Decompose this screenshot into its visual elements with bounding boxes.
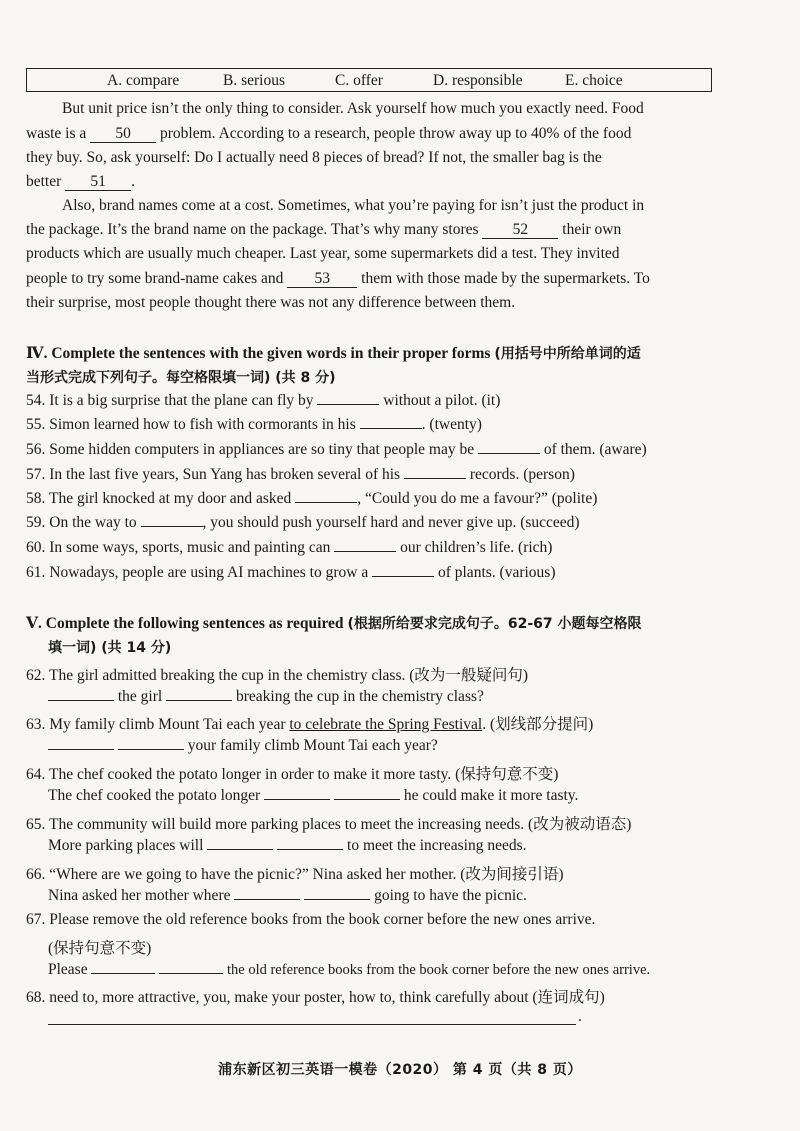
- question-55: [26, 416, 482, 434]
- option-c: C. offer: [335, 72, 383, 89]
- question-68: 68. need to, more attractive, you, make your poster, how to, think carefully about (连词成句): [26, 989, 605, 1006]
- passage-text: waste is a: [26, 125, 91, 142]
- passage-text: better: [26, 173, 66, 190]
- question-57: [26, 466, 575, 484]
- answer-blank[interactable]: [295, 502, 357, 503]
- question-56: [26, 441, 647, 459]
- answer-68-period: .: [578, 1008, 582, 1025]
- section-5-instruction: (根据所给要求完成句子。62-67 小题每空格限: [347, 616, 642, 632]
- question-text: of them. (aware): [539, 441, 647, 458]
- passage-line: [26, 270, 650, 288]
- section-5-title: Ⅴ. Complete the following sentences as required: [26, 615, 344, 632]
- passage-line: But unit price isn’t the only thing to consider. Ask yourself how much you exactly need. Food: [62, 100, 644, 117]
- answer-blank[interactable]: [304, 899, 370, 900]
- answer-blank[interactable]: [360, 428, 422, 429]
- word-options-box: [26, 68, 712, 92]
- answer-blank[interactable]: [317, 404, 379, 405]
- answer-blank[interactable]: [277, 849, 343, 850]
- question-62: 62. The girl admitted breaking the cup in the chemistry class. (改为一般疑问句): [26, 667, 529, 684]
- question-60: [26, 539, 552, 557]
- question-text: 57. In the last five years, Sun Yang has broken several of his: [26, 466, 404, 483]
- section-5-instruction: 填一词) (共 14 分): [48, 640, 172, 656]
- question-54: [26, 392, 500, 410]
- question-text: without a pilot. (it): [379, 392, 501, 409]
- section-5-heading: [26, 613, 641, 633]
- question-61: [26, 564, 555, 582]
- blank-51[interactable]: 51: [65, 174, 131, 191]
- passage-line: [26, 125, 631, 143]
- question-text: 55. Simon learned how to fish with cormorants in his: [26, 416, 360, 433]
- blank-50[interactable]: 50: [90, 126, 156, 143]
- answer-blank[interactable]: [141, 526, 203, 527]
- underlined-part: to celebrate the Spring Festival: [289, 716, 483, 733]
- answer-blank[interactable]: [166, 700, 232, 701]
- passage-line: they buy. So, ask yourself: Do I actually need 8 pieces of bread? If not, the smaller bag is the: [26, 149, 602, 166]
- answer-text: the girl: [114, 688, 167, 705]
- passage-text: their own: [558, 221, 622, 238]
- passage-text: them with those made by the supermarkets. To: [357, 270, 650, 287]
- answer-67: [48, 961, 650, 979]
- passage-text: people to try some brand-name cakes and: [26, 270, 288, 287]
- answer-blank[interactable]: [478, 453, 540, 454]
- answer-65: [48, 837, 527, 855]
- passage-text: .: [131, 173, 136, 190]
- answer-text: he could make it more tasty.: [399, 787, 579, 804]
- question-67: 67. Please remove the old reference books from the book corner before the new ones arrive.: [26, 911, 596, 928]
- option-a: A. compare: [107, 72, 180, 89]
- answer-text: your family climb Mount Tai each year?: [183, 737, 438, 754]
- question-text: 59. On the way to: [26, 514, 141, 531]
- question-text: our children’s life. (rich): [396, 539, 553, 556]
- answer-blank[interactable]: [159, 973, 223, 974]
- passage-text: the package. It’s the brand name on the package. That’s why many stores: [26, 221, 483, 238]
- answer-text: Nina asked her mother where: [48, 887, 235, 904]
- option-d: D. responsible: [433, 72, 523, 89]
- answer-blank[interactable]: [264, 799, 330, 800]
- question-text: 60. In some ways, sports, music and painting can: [26, 539, 335, 556]
- answer-blank[interactable]: [91, 973, 155, 974]
- answer-text: the old reference books from the book corner before the new ones arrive.: [223, 962, 651, 978]
- question-text: . (划线部分提问): [482, 716, 594, 733]
- answer-text: Please: [48, 961, 92, 978]
- question-text: , “Could you do me a favour?” (polite): [357, 490, 598, 507]
- passage-line: their surprise, most people thought there was not any difference between them.: [26, 294, 516, 311]
- page-footer: 浦东新区初三英语一模卷（2020） 第 4 页（共 8 页）: [218, 1062, 582, 1078]
- question-63: [26, 712, 593, 734]
- blank-52[interactable]: 52: [482, 222, 558, 239]
- section-4-title: Ⅳ. Complete the sentences with the given words in their proper forms: [26, 345, 491, 362]
- question-64: 64. The chef cooked the potato longer in order to make it more tasty. (保持句意不变): [26, 766, 559, 783]
- question-text: . (twenty): [421, 416, 482, 433]
- question-text: of plants. (various): [434, 564, 556, 581]
- answer-text: The chef cooked the potato longer: [48, 787, 265, 804]
- option-e: E. choice: [565, 72, 623, 89]
- question-text: 56. Some hidden computers in appliances are so tiny that people may be: [26, 441, 478, 458]
- answer-blank[interactable]: [334, 551, 396, 552]
- question-66: 66. “Where are we going to have the picnic?” Nina asked her mother. (改为间接引语): [26, 866, 564, 883]
- question-text: 61. Nowadays, people are using AI machines to grow a: [26, 564, 373, 581]
- answer-text: More parking places will: [48, 837, 208, 854]
- question-65: 65. The community will build more parking places to meet the increasing needs. (改为被动语态): [26, 816, 632, 833]
- answer-66: [48, 887, 527, 905]
- answer-text: to meet the increasing needs.: [343, 837, 527, 854]
- question-text: , you should push yourself hard and never give up. (succeed): [202, 514, 580, 531]
- passage-line: [26, 221, 621, 239]
- section-4-heading: [26, 343, 641, 363]
- blank-53[interactable]: 53: [287, 271, 357, 288]
- passage-line: products which are usually much cheaper. Last year, some supermarkets did a test. They invited: [26, 245, 620, 262]
- passage-line: Also, brand names come at a cost. Sometimes, what you’re paying for isn’t just the product in: [62, 197, 645, 214]
- answer-blank[interactable]: [48, 749, 114, 750]
- answer-63: [48, 737, 438, 755]
- answer-62: [48, 688, 484, 706]
- section-4-heading-cont: [26, 367, 336, 387]
- passage-text: problem. According to a research, people throw away up to 40% of the food: [156, 125, 632, 142]
- answer-blank[interactable]: [334, 799, 400, 800]
- answer-68-line[interactable]: [48, 1024, 576, 1025]
- answer-blank[interactable]: [48, 700, 114, 701]
- section-5-heading-cont: [48, 637, 171, 657]
- passage-line: [26, 173, 135, 191]
- answer-64: [48, 787, 578, 805]
- question-text: 58. The girl knocked at my door and asked: [26, 490, 296, 507]
- answer-blank[interactable]: [404, 478, 466, 479]
- answer-text: breaking the cup in the chemistry class?: [232, 688, 484, 705]
- question-text: 63. My family climb Mount Tai each year: [26, 716, 290, 733]
- answer-blank[interactable]: [118, 749, 184, 750]
- question-text: records. (person): [465, 466, 575, 483]
- section-4-instruction: (用括号中所给单词的适: [494, 346, 641, 362]
- answer-text: going to have the picnic.: [370, 887, 527, 904]
- question-58: [26, 490, 597, 508]
- answer-blank[interactable]: [207, 849, 273, 850]
- answer-blank[interactable]: [372, 576, 434, 577]
- question-67-instruction: (保持句意不变): [48, 940, 152, 957]
- section-4-instruction: 当形式完成下列句子。每空格限填一词) (共 8 分): [26, 370, 336, 386]
- answer-blank[interactable]: [234, 899, 300, 900]
- option-b: B. serious: [223, 72, 285, 89]
- question-59: [26, 514, 580, 532]
- question-text: 54. It is a big surprise that the plane can fly by: [26, 392, 318, 409]
